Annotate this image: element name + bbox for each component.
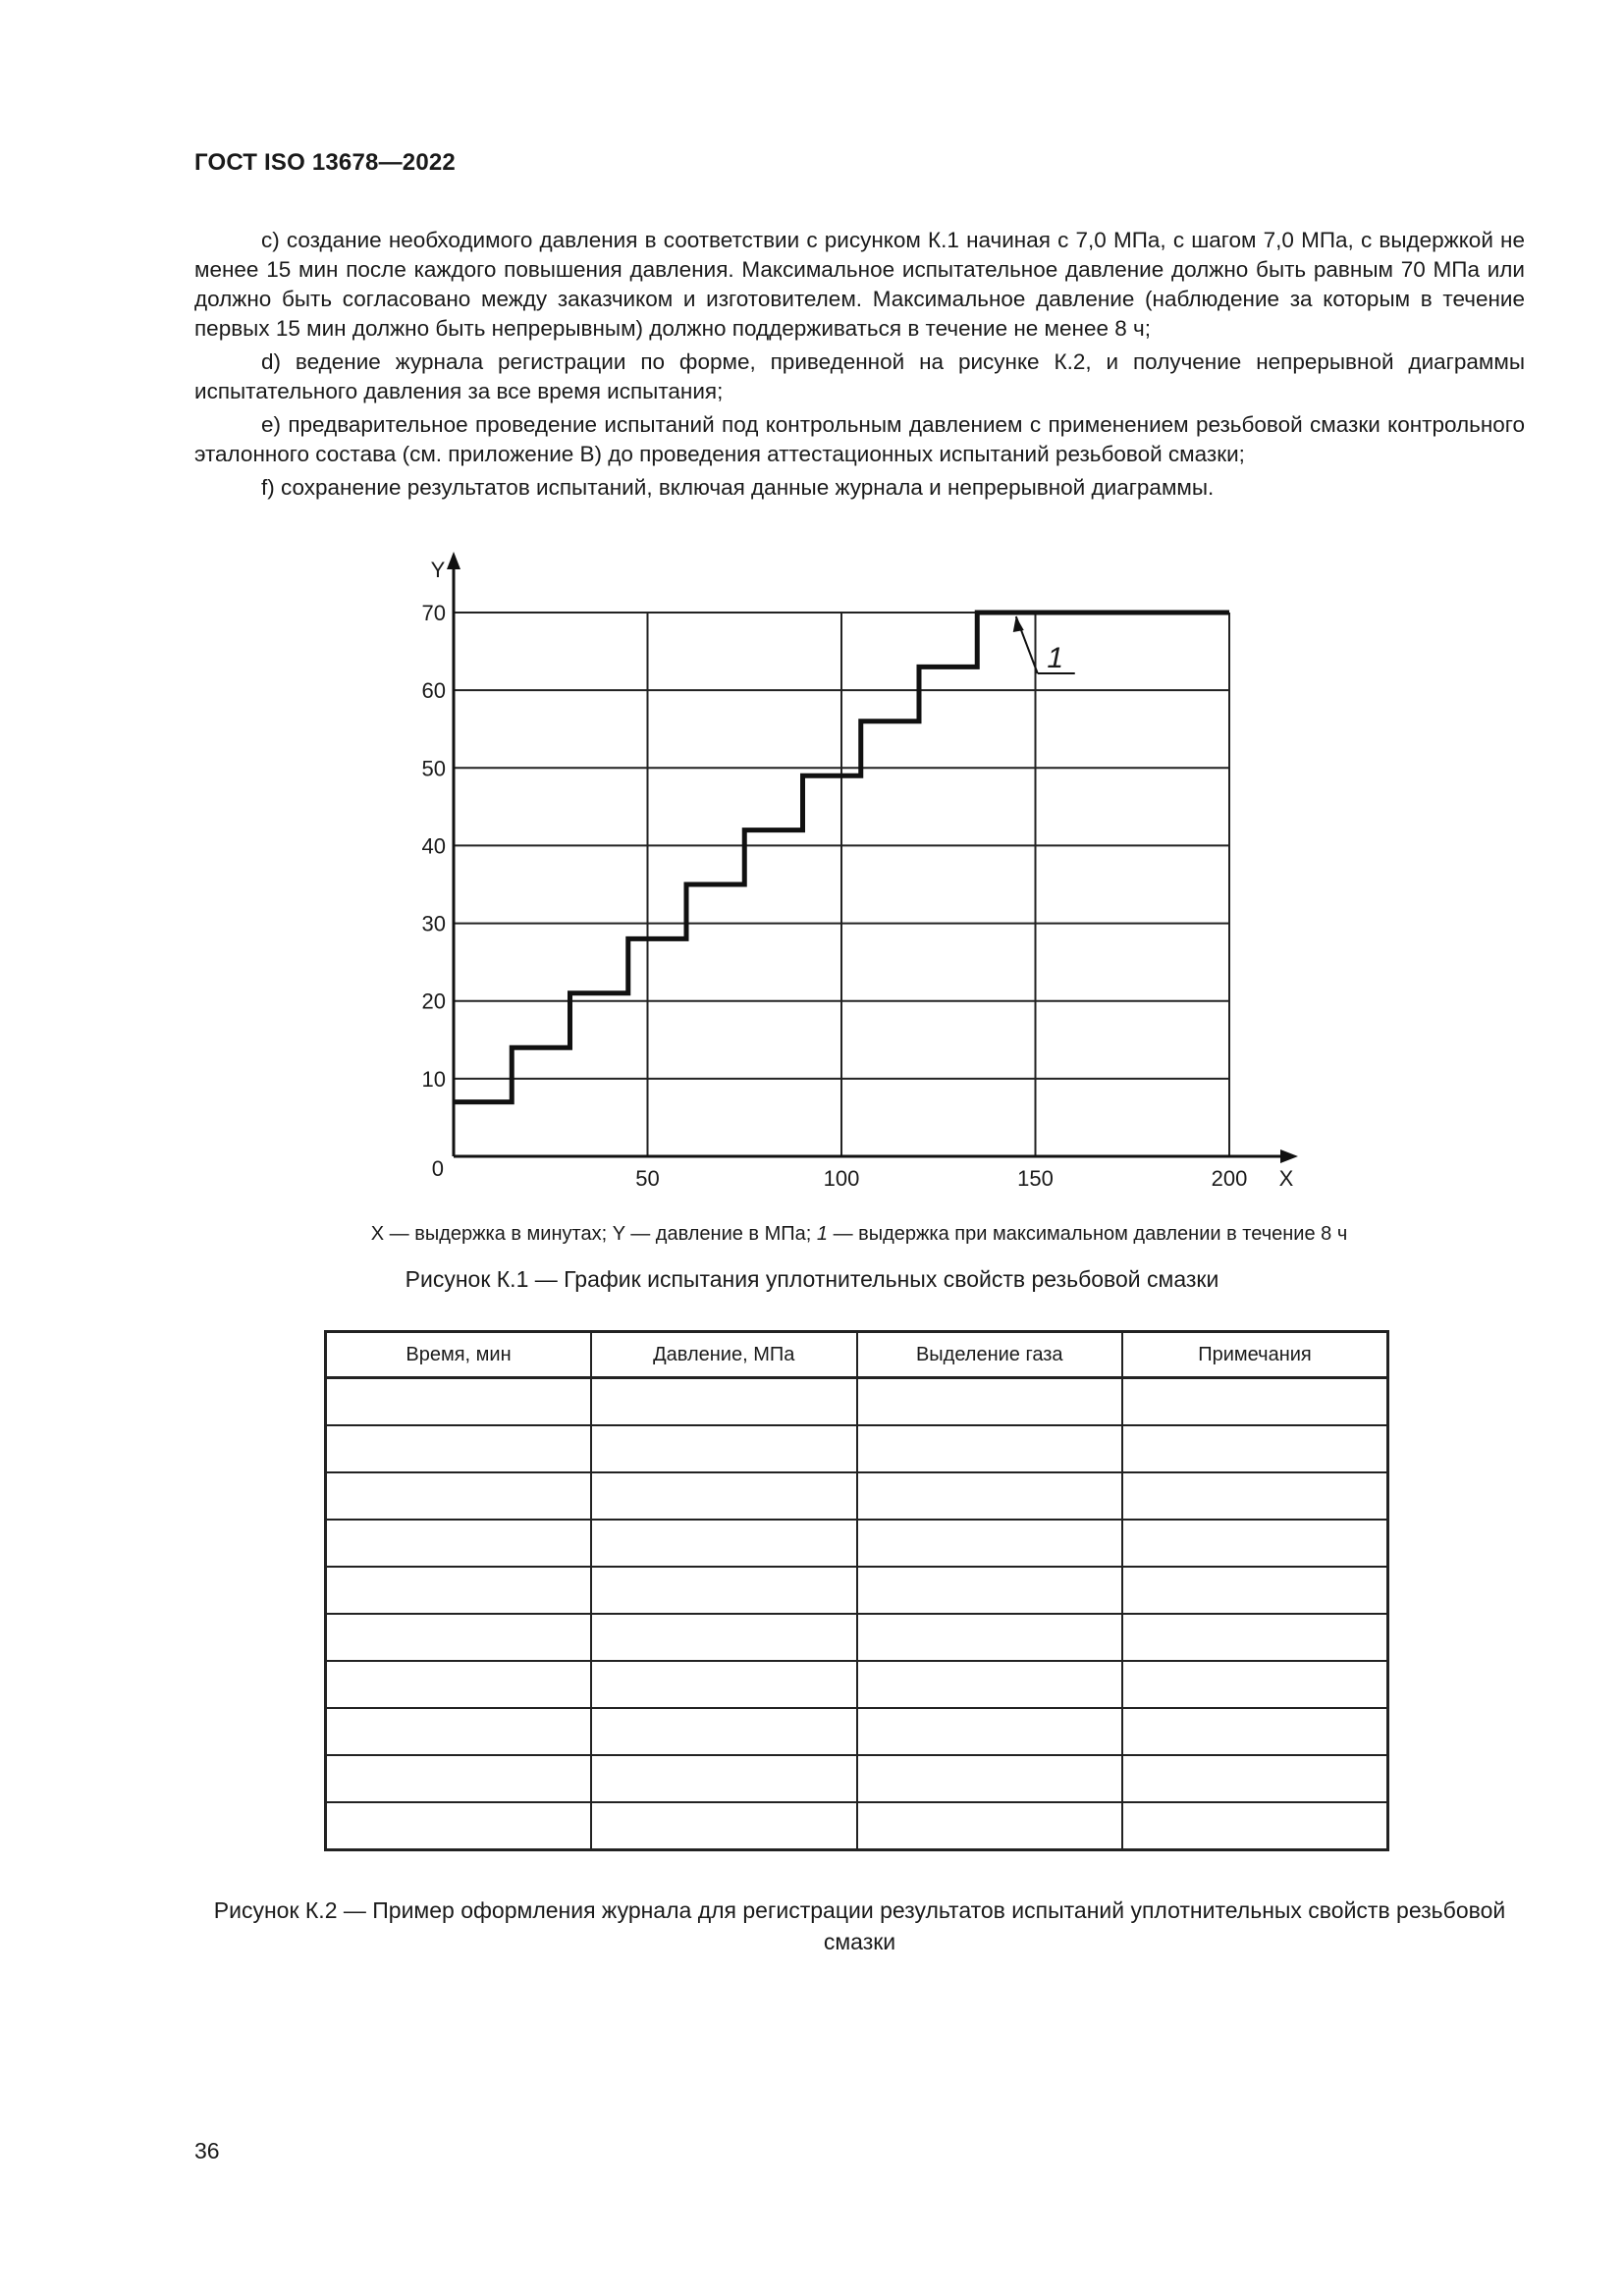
header-pressure: Давление, МПа (591, 1332, 857, 1378)
table-cell (326, 1520, 592, 1567)
table-cell (591, 1472, 857, 1520)
table-row (326, 1802, 1388, 1850)
document-header: ГОСТ ISO 13678—2022 (194, 149, 456, 176)
table-cell (1122, 1425, 1388, 1472)
table-cell (857, 1378, 1123, 1426)
y-tick-label: 10 (421, 1066, 446, 1092)
x-tick-label: 50 (635, 1166, 660, 1191)
table-cell (857, 1567, 1123, 1614)
annotation-label: 1 (1047, 642, 1064, 674)
paragraph-e: e) предварительное проведение испытаний под контрольным давлением с применением резьбовой смазки контрольного эталонного состава (см. приложение В) до проведения аттестационных испытаний резьбовой смазки; (194, 412, 1525, 466)
legend-series-text: — выдержка при максимальном давлении в течение 8 ч (828, 1223, 1348, 1245)
table-cell (591, 1708, 857, 1755)
origin-label: 0 (431, 1156, 444, 1181)
y-axis-letter: Y (430, 558, 446, 582)
table-cell (326, 1708, 592, 1755)
table-cell (857, 1614, 1123, 1661)
table-cell (857, 1425, 1123, 1472)
table-cell (1122, 1708, 1388, 1755)
paragraph-f: f) сохранение результатов испытаний, включая данные журнала и непрерывной диаграммы. (261, 475, 1215, 500)
table-cell (1122, 1755, 1388, 1802)
x-tick-label: 200 (1211, 1166, 1248, 1191)
table-row (326, 1378, 1388, 1426)
figure-2-caption: Рисунок К.2 — Пример оформления журнала для регистрации результатов испытаний уплотнительных свойств резьбовой смазки (213, 1897, 1506, 1954)
legend-series-number: 1 (816, 1223, 829, 1245)
paragraph-d: d) ведение журнала регистрации по форме, приведенной на рисунке К.2, и получение непрерывной диаграммы испытательного давления за все время испытания; (194, 349, 1525, 403)
page-number: 36 (194, 2138, 220, 2163)
chart-grid (454, 613, 1229, 1156)
x-tick-label: 150 (1017, 1166, 1054, 1191)
table-cell (326, 1425, 592, 1472)
table-cell (326, 1661, 592, 1708)
legend-axes-text: X — выдержка в минутах; Y — давление в МПа; (370, 1223, 817, 1245)
table-cell (1122, 1802, 1388, 1850)
chart-annotation (1013, 616, 1075, 674)
table-cell (326, 1755, 592, 1802)
table-cell (1122, 1614, 1388, 1661)
table-cell (857, 1472, 1123, 1520)
table-row (326, 1708, 1388, 1755)
table-cell (591, 1425, 857, 1472)
table-cell (1122, 1520, 1388, 1567)
table-row (326, 1661, 1388, 1708)
paragraph-c: c) создание необходимого давления в соответствии с рисунком К.1 начиная с 7,0 МПа, с шагом 7,0 МПа, с выдержкой не менее 15 мин после каждого повышения давления. Максимальное испытательное давление должно быть равным 70 МПа или должно быть согласовано между заказчиком и изготовителем. Максимальное давление (наблюдение за которым в течение первых 15 мин должно быть непрерывным) должно поддерживаться в течение не менее 8 ч; (194, 228, 1525, 341)
table-cell (1122, 1661, 1388, 1708)
table-cell (591, 1520, 857, 1567)
journal-table (324, 1330, 1389, 1851)
table-cell (326, 1802, 592, 1850)
annotation-arrow (1013, 616, 1024, 632)
table-cell (1122, 1567, 1388, 1614)
table-cell (591, 1614, 857, 1661)
y-axis-arrow (447, 552, 460, 569)
table-cell (857, 1755, 1123, 1802)
table-cell (326, 1378, 592, 1426)
table-cell (326, 1472, 592, 1520)
figure-1-caption: Рисунок К.1 — График испытания уплотнительных свойств резьбовой смазки (405, 1266, 1219, 1292)
table-row (326, 1755, 1388, 1802)
table-cell (857, 1802, 1123, 1850)
x-tick-label: 100 (823, 1166, 860, 1191)
header-gas: Выделение газа (857, 1332, 1123, 1378)
table-cell (857, 1708, 1123, 1755)
table-cell (1122, 1472, 1388, 1520)
journal-body (326, 1378, 1388, 1850)
y-tick-label: 30 (421, 911, 446, 936)
y-tick-label: 70 (421, 601, 446, 625)
header-time: Время, мин (326, 1332, 592, 1378)
x-axis-letter: X (1278, 1166, 1294, 1191)
y-tick-label: 20 (421, 988, 446, 1014)
table-row (326, 1425, 1388, 1472)
chart-tick-labels (422, 558, 1294, 1191)
table-cell (591, 1661, 857, 1708)
table-cell (591, 1378, 857, 1426)
table-cell (326, 1567, 592, 1614)
table-cell (857, 1661, 1123, 1708)
y-tick-label: 50 (421, 756, 446, 781)
table-cell (857, 1520, 1123, 1567)
table-row (326, 1567, 1388, 1614)
table-cell (591, 1755, 857, 1802)
figure-legend (0, 1223, 1624, 1246)
table-cell (1122, 1378, 1388, 1426)
pressure-chart (393, 548, 1326, 1196)
table-cell (326, 1614, 592, 1661)
y-tick-label: 40 (421, 833, 446, 859)
y-tick-label: 60 (421, 678, 446, 704)
table-row (326, 1472, 1388, 1520)
body-text (194, 226, 1525, 507)
table-row (326, 1614, 1388, 1661)
table-header-row (326, 1332, 1388, 1378)
table-cell (591, 1567, 857, 1614)
table-cell (591, 1802, 857, 1850)
table-row (326, 1520, 1388, 1567)
x-axis-arrow (1280, 1149, 1298, 1163)
header-notes: Примечания (1122, 1332, 1388, 1378)
chart-axes (447, 552, 1298, 1163)
